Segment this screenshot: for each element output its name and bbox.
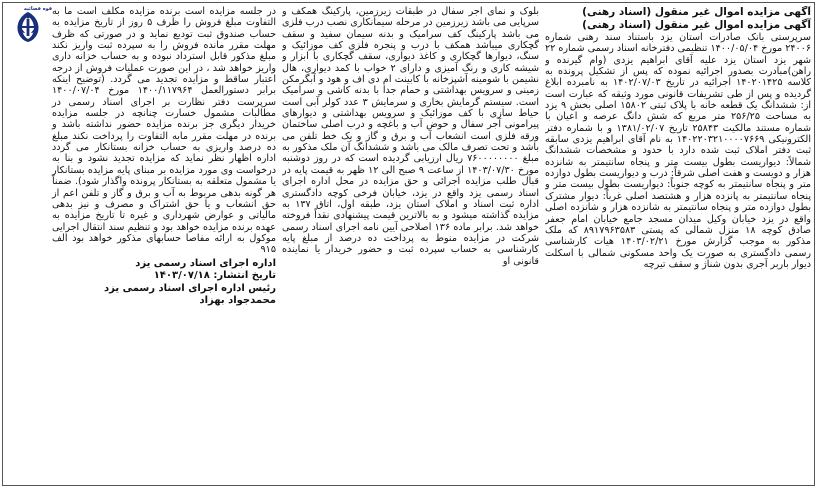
ad-title-1: آگهی مزایده اموال غیر منقول (اسناد رهنی) bbox=[582, 6, 811, 18]
signature-block bbox=[8, 258, 276, 308]
left-column bbox=[8, 6, 276, 484]
right-column bbox=[545, 6, 811, 484]
emblem-label: قوه قضائیه bbox=[23, 6, 53, 12]
signature-office: اداره اجرای اسناد رسمی یزد bbox=[135, 257, 276, 269]
signature-publish-date: تاریخ انتشار: ۱۴۰۳/۰۷/۱۸ bbox=[153, 270, 276, 282]
ad-title-2: آگهی مزایده اموال غیر منقول (اسناد رهنی) bbox=[582, 19, 811, 31]
signature-name: محمدجواد بهزاد bbox=[199, 295, 276, 307]
middle-column bbox=[282, 6, 539, 484]
signature-title: رئیس اداره اجرای اسناد رسمی یزد bbox=[104, 282, 276, 294]
judiciary-emblem-icon bbox=[10, 6, 53, 44]
right-column-text: سرپرستی بانک صادرات استان یزد باستناد سند رهنی شماره ۲۴۰۰۶ مورخ ۱۴۰۰/۰۵/۰۴ تنظیمی دفترخانه اسناد رسمی شماره ۲۲ شهر یزد استان یزد علیه آقای ابراهیم یزدی (وام گیرنده و راهن)مبادرت بصدور اجرائیه نموده که پس از تشکیل پرونده به کلاسه ۱۴۰۲۰۱۴۲۵ اجرائیه در تاریخ ۱۴۰۲/۰۷/۰۳ به نامبرده ابلاغ گردیده و پس از طی تشریفات قانونی مورد وثیقه که عبارت است از: ششدانگ یک قطعه خانه با پلاک ثبتی ۱۵۸۰۲ اصلی بخش ۹ یزد به مساحت ۲۵۶/۲۵ متر مربع که شش دانگ عرصه و اعیان با شماره مستند مالکیت ۲۵۸۴۳ تاریخ ۱۳۸۱/۰۲/۰۷ و با شماره دفتر الکترونیکی ۱۴۰۲۲۰۳۲۱۰۰۰۰۷۶۶۹ به نام آقای ابراهیم یزدی سابقه ثبت دفتر املاک ثبت شده دارد با حدود و مشخصات ششدانگ شمالاً: دیواریست بطول بیست متر و پنجاه سانتیمتر به شانزده هزار و دویست و هفت اصلی شرقاً: درب و دیواریست بطول دوازده متر و پنجاه سانتیمتر به کوچه جنوباً: دیواریست بطول بیست متر و پنجاه سانتیمتر به پانزده هزار و هشتصد اصلی غرباً: دیوار مشترک بطول دوازده متر و پنجاه سانتیمتر به شانزده هزار و شانزده اصلی واقع در یزد خیابان وکیل میدان مسجد جامع خیابان امام جعفر صادق کوچه ۱۸ منزل شمالی که پستی ۸۹۱۷۹۶۳۵۸۳ که ملک مذکور به موجب گزارش مورخ ۱۴۰۳/۰۲/۲۱ هیات کارشناسی رسمی دادگستری به صورت یک واحد مسکونی شمالی با اسکلت دیوار باربر آجری بدون شناژ و سقف تیرچه bbox=[545, 32, 811, 270]
left-column-text: در جلسه مزایده است برنده مزایده مکلف است ما به التفاوت مبلغ فروش را ظرف ۵ روز از تاریخ مزایده به حساب صندوق ثبت تودیع نماید و در صورتی که ظرف مهلت مقرر مانده فروش را به سپرده ثبت واریز نکند مبلغ مذکور قابل استرداد نبوده و به حساب خزانه داری واریز خواهد شد ، در این صورت عملیات فروش از درجه اعتبار ساقط و مزایده تجدید می گردد. (توضیح اینکه برابر دستورالعمل ۱۴۰۰/۱۱۷۹۶۴ مورخ ۱۴۰۰/۰۷/۰۴ سرپرست دفتر نظارت بر اجرای اسناد رسمی در مطالبات مشمول خسارت چنانچه در جلسه مزایده خریدار دیگری جز برنده مزایده حضور نداشته باشد و برنده در مهلت مقرر مابه التفاوت را پرداخت نکند مبلغ ده درصد واریزی به حساب خزانه بستانکار می گردد اداره اظهار نظر نماید که مزایده تجدید نشود و بنا به درخواست وی مورد مزایده بر مبنای پایه مزایده بستانکار یا مشمول متعلقه به بستانکار پرونده واگذار شود). ضمناً هر گونه بدهی مربوط به آب و برق و گاز و تلفن اعم از حق انشعاب و یا حق اشتراک و مصرف و نیز بدهی مالیاتی و عوارض شهرداری و غیره تا تاریخ مزایده به عهده برنده مزایده خواهد بود و تنظیم سند انتقال اجرایی موکول به ارائه مفاصا حسابهای مذکور خواهد بود الف ۹۱۵ bbox=[52, 6, 276, 256]
middle-column-text: بلوک و نمای آجر سفال در طبقات زیرزمین، پارکینگ همکف و سرپایی می باشد زیرزمین در مرحله سیمانکاری نصب درب فلزی می باشد پارکینگ کف سرامیک و بدنه سیمان سفید و سقف گچکاری میباشد همکف با درب و پنجره فلزی کف موزائیک و سنگ، دیوارها گچکاری و کاغذ دیواری، سقف گچکاری با ابزار و شیشه کاری و رنگ آمیزی و دارای ۲ خواب با کمد دیواری، هال نشیمن با شومینه آشپزخانه با کابینت ام دی اف و هود و آبگرمکن زمینی و سرویس بهداشتی و حمام جدا با بدنه کاشی و سرامیک است. سیستم گرمایش بخاری و سرمایش ۳ عدد کولر آبی است حیاط سازی با کف موزائیک و سرویس بهداشتی و دیوارهای پیرامونی آجر سفال و حوض آب و باغچه و درب اصلی ساختمان ورقه فلزی است انشعاب آب و برق و گاز و یک خط تلفن می باشد و تحت تصرف مالک می باشد و ششدانگ آن ملک مذکور به مبلغ ۷۶۰۰۰۰۰۰۰۰ ریال ارزیابی گردیده است که در روز دوشنبه مورخ ۱۴۰۳/۰۷/۳۰ از ساعت ۹ صبح الی ۱۲ ظهر به قیمت پایه در قبال طلب مزایده اجرائی و حق مزایده در محل اداره اجرای اسناد رسمی یزد واقع در یزد، خیابان فرخی کوچه دادگستری اداره ثبت اسناد و املاک استان یزد، طبقه اول، اتاق ۱۳۷ به مزایده گذاشته میشود و به بالاترین قیمت پیشنهادی نقداً فروخته خواهد شد. برابر ماده ۱۳۶ اصلاحی آیین نامه اجرای اسناد رسمی شرکت در مزایده منوط به پرداخت ده درصد از مبلغ پایه کارشناسی به حساب سپرده ثبت و حضور خریدار یا نماینده قانونی او bbox=[282, 6, 539, 267]
